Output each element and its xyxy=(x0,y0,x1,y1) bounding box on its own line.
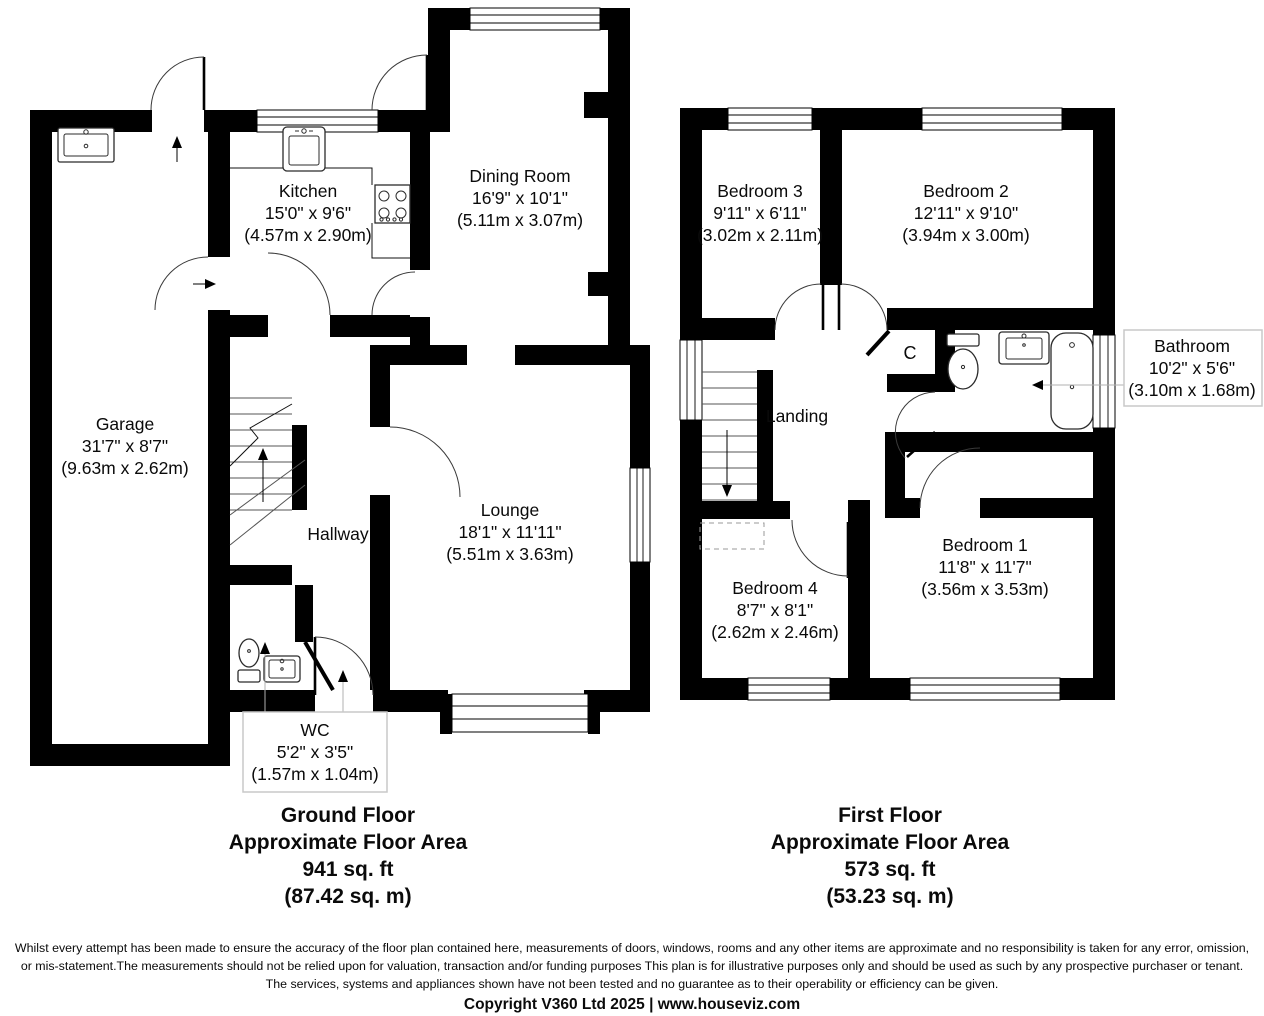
kitchen-imperial: 15'0" x 9'6" xyxy=(264,203,352,223)
bedroom4-imperial: 8'7" x 8'1" xyxy=(736,600,814,620)
footer xyxy=(15,941,1249,1013)
kitchen-metric: (4.57m x 2.90m) xyxy=(244,225,372,245)
kitchen-dining-door-arc xyxy=(372,272,415,315)
bathtub-icon xyxy=(1051,333,1093,429)
wc-label: WC xyxy=(300,720,330,740)
bedroom1-imperial: 11'8" x 11'7" xyxy=(938,557,1032,577)
bedroom2-imperial: 12'11" x 9'10" xyxy=(913,203,1019,223)
bedroom1-door-arc xyxy=(920,448,980,508)
hallway-lounge-door-arc xyxy=(390,427,460,497)
garage-metric: (9.63m x 2.62m) xyxy=(61,458,189,478)
hallway-label: Hallway xyxy=(307,524,369,544)
wc-toilet-icon xyxy=(238,639,260,682)
dining-room-label: Dining Room xyxy=(469,166,571,186)
stairs-up-arrow xyxy=(258,448,268,460)
disclaimer-line-3: The services, systems and appliances shown have not been tested and no guarantee as to their operability or efficiency can be given. xyxy=(265,977,999,991)
bedroom2-label: Bedroom 2 xyxy=(923,181,1009,201)
bedroom1-label: Bedroom 1 xyxy=(942,535,1028,555)
dining-room-metric: (5.11m x 3.07m) xyxy=(456,210,584,230)
ground-floor-area-m: (87.42 sq. m) xyxy=(284,885,412,908)
garage-label: Garage xyxy=(95,414,155,434)
kitchen-sink-icon xyxy=(283,127,325,171)
ground-floor-title: Ground Floor xyxy=(280,804,416,827)
kitchen-label: Kitchen xyxy=(278,181,338,201)
bathroom-imperial: 10'2" x 5'6" xyxy=(1148,358,1236,378)
bathroom-sink-icon xyxy=(999,332,1049,364)
front-door-arc xyxy=(315,637,373,695)
wc-door-leaf xyxy=(305,642,333,690)
cupboard-label: C xyxy=(903,343,917,363)
bedroom2-door-arc xyxy=(841,284,887,330)
bathroom-metric: (3.10m x 1.68m) xyxy=(1128,380,1256,400)
wc-sink-icon xyxy=(264,656,300,682)
bedroom3-imperial: 9'11" x 6'11" xyxy=(713,203,807,223)
first-floor-area-ft: 573 sq. ft xyxy=(844,858,936,881)
ground-floor-subtitle: Approximate Floor Area xyxy=(228,831,468,854)
first-floor-area-m: (53.23 sq. m) xyxy=(826,885,954,908)
dining-room-imperial: 16'9" x 10'1" xyxy=(472,188,568,208)
hallway-kitchen-door-arc xyxy=(268,253,330,315)
disclaimer-line-2: or mis-statement.The measurements should not be relied upon for valuation, transaction and/or funding purposes This plan is for illustrative purposes only and should be used as such by any prospective purchaser or tenant. xyxy=(20,959,1244,973)
ground-floor-plan xyxy=(30,8,650,792)
bedroom3-metric: (3.02m x 2.11m) xyxy=(696,225,824,245)
first-floor-title: First Floor xyxy=(838,804,942,827)
first-floor-subtitle: Approximate Floor Area xyxy=(770,831,1010,854)
bedroom4-label: Bedroom 4 xyxy=(732,578,818,598)
bedroom3-label: Bedroom 3 xyxy=(717,181,803,201)
hob-icon xyxy=(375,185,410,223)
under-stairs-dashed-area xyxy=(700,523,764,549)
copyright-text: Copyright V360 Ltd 2025 | www.houseviz.com xyxy=(463,996,801,1013)
lounge-metric: (5.51m x 3.63m) xyxy=(446,544,574,564)
wc-imperial: 5'2" x 3'5" xyxy=(276,742,354,762)
bedroom2-metric: (3.94m x 3.00m) xyxy=(902,225,1030,245)
bathroom-toilet-icon xyxy=(947,334,979,389)
garage-imperial: 31'7" x 8'7" xyxy=(81,436,169,456)
bathroom-label: Bathroom xyxy=(1154,336,1230,356)
first-floor-stairs xyxy=(700,372,764,549)
garage-entry-door-arc xyxy=(151,57,204,110)
stairs-down-arrow xyxy=(722,485,732,497)
landing-label: Landing xyxy=(765,406,829,426)
cupboard-door-leaf xyxy=(867,331,889,355)
bedroom4-metric: (2.62m x 2.46m) xyxy=(711,622,839,642)
wc-metric: (1.57m x 1.04m) xyxy=(251,764,379,784)
floor-area-summaries xyxy=(229,804,1010,908)
ground-floor-area-ft: 941 sq. ft xyxy=(302,858,394,881)
lounge-label: Lounge xyxy=(480,500,540,520)
bay-window xyxy=(452,694,588,732)
patio-door-arc xyxy=(372,55,427,110)
disclaimer-line-1: Whilst every attempt has been made to ensure the accuracy of the floor plan contained here, measurements of doors, windows, rooms and any other items are approximate and no responsibility is taken for any error, omission, xyxy=(14,941,1250,955)
bedroom1-metric: (3.56m x 3.53m) xyxy=(921,579,1049,599)
garage-sink-icon xyxy=(58,128,114,162)
lounge-imperial: 18'1" x 11'11" xyxy=(458,522,562,542)
bedroom4-door-arc xyxy=(792,520,848,576)
bedroom3-door-arc xyxy=(775,284,821,330)
